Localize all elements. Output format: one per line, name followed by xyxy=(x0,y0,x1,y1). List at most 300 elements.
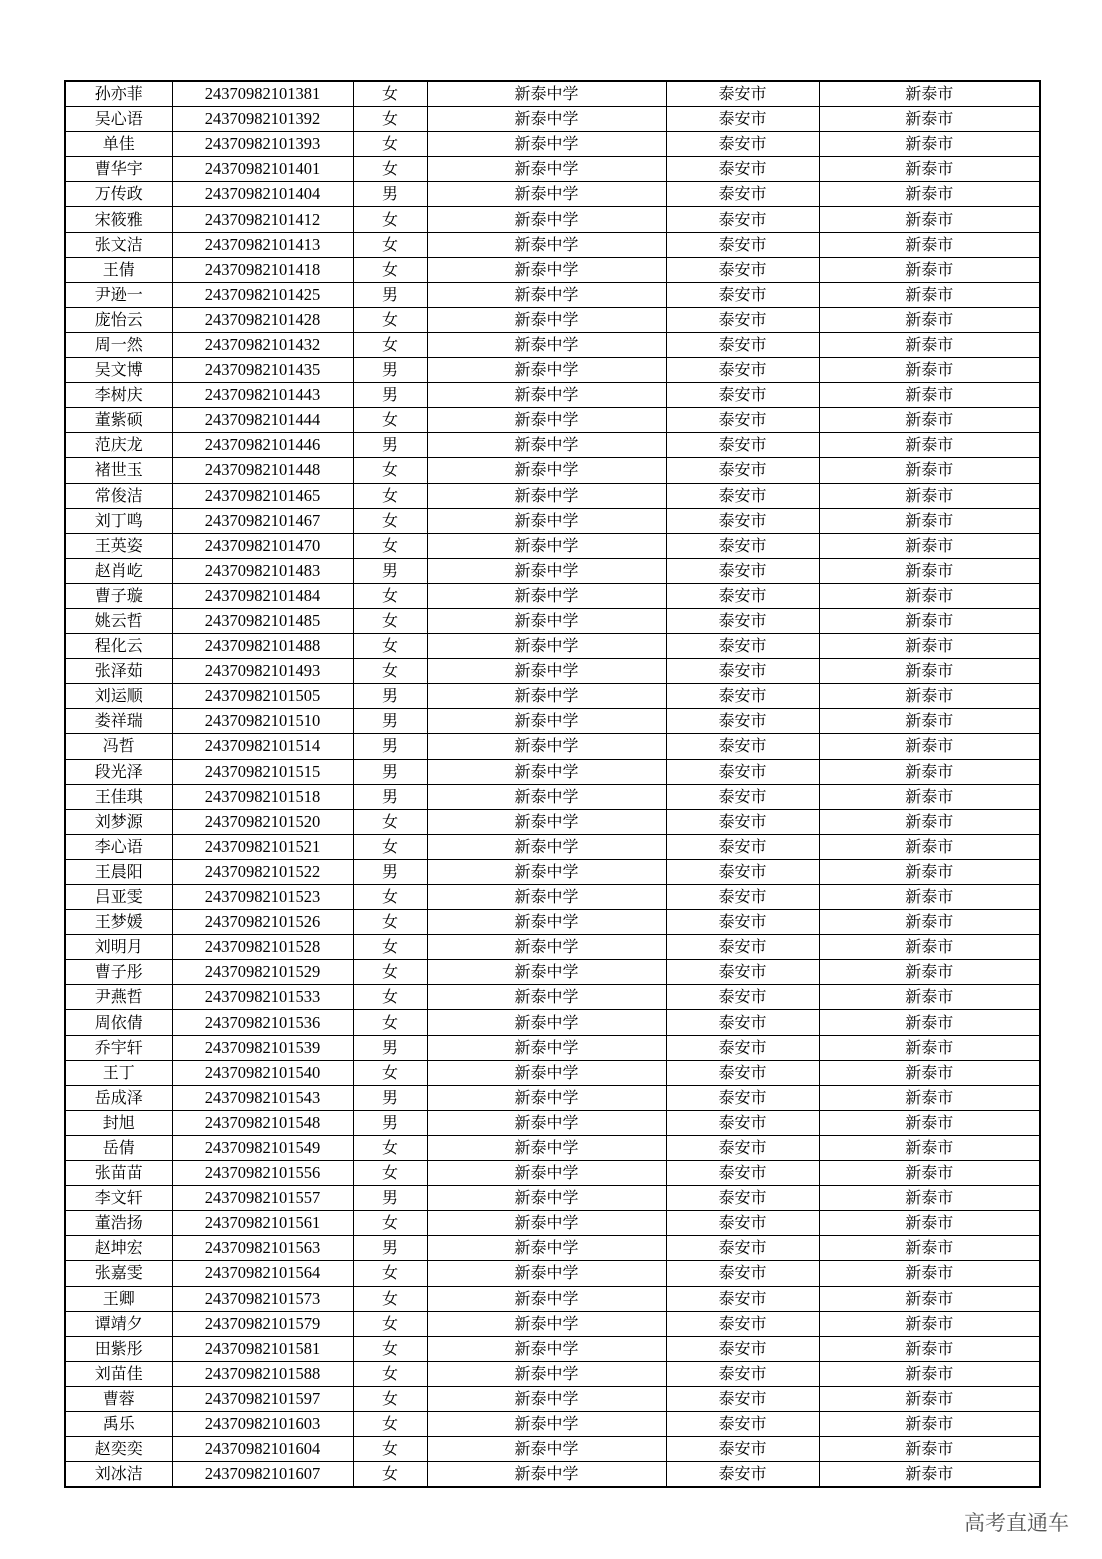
county-cell: 新泰市 xyxy=(819,985,1040,1010)
city-cell: 泰安市 xyxy=(666,1135,819,1160)
exam-id-cell: 24370982101488 xyxy=(172,634,353,659)
student-name-cell: 吴心语 xyxy=(65,107,172,132)
school-cell: 新泰中学 xyxy=(427,533,666,558)
gender-cell: 女 xyxy=(353,232,427,257)
gender-cell: 女 xyxy=(353,157,427,182)
gender-cell: 女 xyxy=(353,533,427,558)
county-cell: 新泰市 xyxy=(819,759,1040,784)
gender-cell: 男 xyxy=(353,759,427,784)
city-cell: 泰安市 xyxy=(666,232,819,257)
gender-cell: 女 xyxy=(353,960,427,985)
student-name-cell: 段光泽 xyxy=(65,759,172,784)
school-cell: 新泰中学 xyxy=(427,834,666,859)
exam-id-cell: 24370982101549 xyxy=(172,1135,353,1160)
exam-id-cell: 24370982101526 xyxy=(172,910,353,935)
city-cell: 泰安市 xyxy=(666,1010,819,1035)
city-cell: 泰安市 xyxy=(666,985,819,1010)
exam-id-cell: 24370982101522 xyxy=(172,859,353,884)
gender-cell: 男 xyxy=(353,1110,427,1135)
student-name-cell: 李树庆 xyxy=(65,383,172,408)
city-cell: 泰安市 xyxy=(666,684,819,709)
school-cell: 新泰中学 xyxy=(427,107,666,132)
student-name-cell: 封旭 xyxy=(65,1110,172,1135)
table-row xyxy=(65,358,1040,383)
school-cell: 新泰中学 xyxy=(427,157,666,182)
exam-id-cell: 24370982101561 xyxy=(172,1211,353,1236)
exam-id-cell: 24370982101465 xyxy=(172,483,353,508)
gender-cell: 女 xyxy=(353,81,427,107)
table-row xyxy=(65,935,1040,960)
gender-cell: 女 xyxy=(353,1211,427,1236)
student-name-cell: 岳倩 xyxy=(65,1135,172,1160)
city-cell: 泰安市 xyxy=(666,257,819,282)
table-row xyxy=(65,307,1040,332)
table-row xyxy=(65,784,1040,809)
city-cell: 泰安市 xyxy=(666,859,819,884)
city-cell: 泰安市 xyxy=(666,157,819,182)
city-cell: 泰安市 xyxy=(666,809,819,834)
table-row xyxy=(65,282,1040,307)
exam-id-cell: 24370982101428 xyxy=(172,307,353,332)
student-name-cell: 尹燕哲 xyxy=(65,985,172,1010)
gender-cell: 女 xyxy=(353,1010,427,1035)
exam-id-cell: 24370982101528 xyxy=(172,935,353,960)
gender-cell: 女 xyxy=(353,307,427,332)
table-row xyxy=(65,734,1040,759)
student-roster-table xyxy=(64,80,1041,1488)
table-row xyxy=(65,1361,1040,1386)
exam-id-cell: 24370982101579 xyxy=(172,1311,353,1336)
table-row xyxy=(65,508,1040,533)
school-cell: 新泰中学 xyxy=(427,1411,666,1436)
county-cell: 新泰市 xyxy=(819,1110,1040,1135)
student-name-cell: 董浩扬 xyxy=(65,1211,172,1236)
city-cell: 泰安市 xyxy=(666,1085,819,1110)
table-row xyxy=(65,709,1040,734)
gender-cell: 男 xyxy=(353,1236,427,1261)
student-name-cell: 赵肖屹 xyxy=(65,558,172,583)
county-cell: 新泰市 xyxy=(819,157,1040,182)
county-cell: 新泰市 xyxy=(819,910,1040,935)
gender-cell: 女 xyxy=(353,1437,427,1462)
city-cell: 泰安市 xyxy=(666,533,819,558)
exam-id-cell: 24370982101563 xyxy=(172,1236,353,1261)
gender-cell: 女 xyxy=(353,508,427,533)
city-cell: 泰安市 xyxy=(666,1161,819,1186)
exam-id-cell: 24370982101597 xyxy=(172,1386,353,1411)
student-name-cell: 王英姿 xyxy=(65,533,172,558)
gender-cell: 男 xyxy=(353,1186,427,1211)
exam-id-cell: 24370982101540 xyxy=(172,1060,353,1085)
table-row xyxy=(65,1437,1040,1462)
table-row xyxy=(65,1085,1040,1110)
gender-cell: 女 xyxy=(353,107,427,132)
gender-cell: 男 xyxy=(353,558,427,583)
city-cell: 泰安市 xyxy=(666,709,819,734)
city-cell: 泰安市 xyxy=(666,834,819,859)
exam-id-cell: 24370982101413 xyxy=(172,232,353,257)
county-cell: 新泰市 xyxy=(819,383,1040,408)
table-row xyxy=(65,1161,1040,1186)
city-cell: 泰安市 xyxy=(666,910,819,935)
exam-id-cell: 24370982101432 xyxy=(172,332,353,357)
county-cell: 新泰市 xyxy=(819,107,1040,132)
exam-id-cell: 24370982101518 xyxy=(172,784,353,809)
county-cell: 新泰市 xyxy=(819,809,1040,834)
student-name-cell: 董紫硕 xyxy=(65,408,172,433)
gender-cell: 女 xyxy=(353,834,427,859)
school-cell: 新泰中学 xyxy=(427,809,666,834)
student-name-cell: 范庆龙 xyxy=(65,433,172,458)
school-cell: 新泰中学 xyxy=(427,1035,666,1060)
city-cell: 泰安市 xyxy=(666,483,819,508)
county-cell: 新泰市 xyxy=(819,307,1040,332)
exam-id-cell: 24370982101607 xyxy=(172,1462,353,1488)
table-row xyxy=(65,684,1040,709)
county-cell: 新泰市 xyxy=(819,608,1040,633)
table-row xyxy=(65,809,1040,834)
exam-id-cell: 24370982101493 xyxy=(172,659,353,684)
county-cell: 新泰市 xyxy=(819,1261,1040,1286)
student-name-cell: 田紫彤 xyxy=(65,1336,172,1361)
city-cell: 泰安市 xyxy=(666,282,819,307)
city-cell: 泰安市 xyxy=(666,433,819,458)
exam-id-cell: 24370982101484 xyxy=(172,583,353,608)
county-cell: 新泰市 xyxy=(819,859,1040,884)
gender-cell: 女 xyxy=(353,1361,427,1386)
city-cell: 泰安市 xyxy=(666,634,819,659)
school-cell: 新泰中学 xyxy=(427,1311,666,1336)
student-name-cell: 禹乐 xyxy=(65,1411,172,1436)
county-cell: 新泰市 xyxy=(819,634,1040,659)
city-cell: 泰安市 xyxy=(666,1236,819,1261)
school-cell: 新泰中学 xyxy=(427,935,666,960)
school-cell: 新泰中学 xyxy=(427,1336,666,1361)
table-row xyxy=(65,1311,1040,1336)
county-cell: 新泰市 xyxy=(819,885,1040,910)
exam-id-cell: 24370982101470 xyxy=(172,533,353,558)
county-cell: 新泰市 xyxy=(819,1437,1040,1462)
school-cell: 新泰中学 xyxy=(427,1236,666,1261)
county-cell: 新泰市 xyxy=(819,1211,1040,1236)
table-row xyxy=(65,1035,1040,1060)
roster-body xyxy=(65,81,1040,1487)
table-row xyxy=(65,985,1040,1010)
gender-cell: 女 xyxy=(353,1286,427,1311)
gender-cell: 女 xyxy=(353,132,427,157)
table-row xyxy=(65,960,1040,985)
table-row xyxy=(65,1135,1040,1160)
county-cell: 新泰市 xyxy=(819,1161,1040,1186)
gender-cell: 女 xyxy=(353,1060,427,1085)
student-name-cell: 程化云 xyxy=(65,634,172,659)
school-cell: 新泰中学 xyxy=(427,608,666,633)
student-name-cell: 张文洁 xyxy=(65,232,172,257)
school-cell: 新泰中学 xyxy=(427,1135,666,1160)
student-name-cell: 王倩 xyxy=(65,257,172,282)
exam-id-cell: 24370982101418 xyxy=(172,257,353,282)
gender-cell: 女 xyxy=(353,1135,427,1160)
student-name-cell: 娄祥瑞 xyxy=(65,709,172,734)
gender-cell: 女 xyxy=(353,985,427,1010)
school-cell: 新泰中学 xyxy=(427,483,666,508)
student-name-cell: 刘丁鸣 xyxy=(65,508,172,533)
county-cell: 新泰市 xyxy=(819,935,1040,960)
county-cell: 新泰市 xyxy=(819,433,1040,458)
city-cell: 泰安市 xyxy=(666,383,819,408)
county-cell: 新泰市 xyxy=(819,132,1040,157)
table-row xyxy=(65,332,1040,357)
student-name-cell: 张苗苗 xyxy=(65,1161,172,1186)
gender-cell: 女 xyxy=(353,207,427,232)
table-row xyxy=(65,659,1040,684)
county-cell: 新泰市 xyxy=(819,257,1040,282)
student-name-cell: 庞怡云 xyxy=(65,307,172,332)
school-cell: 新泰中学 xyxy=(427,684,666,709)
table-row xyxy=(65,1411,1040,1436)
student-name-cell: 尹逊一 xyxy=(65,282,172,307)
county-cell: 新泰市 xyxy=(819,1236,1040,1261)
city-cell: 泰安市 xyxy=(666,1462,819,1488)
county-cell: 新泰市 xyxy=(819,282,1040,307)
exam-id-cell: 24370982101536 xyxy=(172,1010,353,1035)
exam-id-cell: 24370982101401 xyxy=(172,157,353,182)
school-cell: 新泰中学 xyxy=(427,784,666,809)
county-cell: 新泰市 xyxy=(819,1462,1040,1488)
city-cell: 泰安市 xyxy=(666,1211,819,1236)
table-row xyxy=(65,1261,1040,1286)
exam-id-cell: 24370982101603 xyxy=(172,1411,353,1436)
city-cell: 泰安市 xyxy=(666,1186,819,1211)
exam-id-cell: 24370982101510 xyxy=(172,709,353,734)
city-cell: 泰安市 xyxy=(666,885,819,910)
city-cell: 泰安市 xyxy=(666,81,819,107)
gender-cell: 女 xyxy=(353,885,427,910)
county-cell: 新泰市 xyxy=(819,1286,1040,1311)
gender-cell: 女 xyxy=(353,257,427,282)
student-name-cell: 单佳 xyxy=(65,132,172,157)
school-cell: 新泰中学 xyxy=(427,1110,666,1135)
exam-id-cell: 24370982101556 xyxy=(172,1161,353,1186)
student-name-cell: 姚云哲 xyxy=(65,608,172,633)
gender-cell: 女 xyxy=(353,910,427,935)
city-cell: 泰安市 xyxy=(666,935,819,960)
student-name-cell: 王佳琪 xyxy=(65,784,172,809)
table-row xyxy=(65,533,1040,558)
city-cell: 泰安市 xyxy=(666,1336,819,1361)
county-cell: 新泰市 xyxy=(819,1060,1040,1085)
table-row xyxy=(65,859,1040,884)
city-cell: 泰安市 xyxy=(666,1286,819,1311)
exam-id-cell: 24370982101548 xyxy=(172,1110,353,1135)
school-cell: 新泰中学 xyxy=(427,734,666,759)
school-cell: 新泰中学 xyxy=(427,910,666,935)
city-cell: 泰安市 xyxy=(666,1386,819,1411)
school-cell: 新泰中学 xyxy=(427,383,666,408)
exam-id-cell: 24370982101404 xyxy=(172,182,353,207)
exam-id-cell: 24370982101393 xyxy=(172,132,353,157)
gender-cell: 女 xyxy=(353,935,427,960)
exam-id-cell: 24370982101467 xyxy=(172,508,353,533)
city-cell: 泰安市 xyxy=(666,1110,819,1135)
gender-cell: 男 xyxy=(353,784,427,809)
watermark-text: 高考直通车 xyxy=(964,1511,1069,1535)
county-cell: 新泰市 xyxy=(819,1311,1040,1336)
student-name-cell: 刘冰洁 xyxy=(65,1462,172,1488)
city-cell: 泰安市 xyxy=(666,182,819,207)
student-name-cell: 李文轩 xyxy=(65,1186,172,1211)
gender-cell: 男 xyxy=(353,182,427,207)
table-row xyxy=(65,207,1040,232)
school-cell: 新泰中学 xyxy=(427,508,666,533)
city-cell: 泰安市 xyxy=(666,960,819,985)
county-cell: 新泰市 xyxy=(819,332,1040,357)
city-cell: 泰安市 xyxy=(666,1261,819,1286)
table-row xyxy=(65,558,1040,583)
exam-id-cell: 24370982101557 xyxy=(172,1186,353,1211)
student-name-cell: 刘运顺 xyxy=(65,684,172,709)
table-row xyxy=(65,483,1040,508)
table-row xyxy=(65,1236,1040,1261)
school-cell: 新泰中学 xyxy=(427,558,666,583)
exam-id-cell: 24370982101539 xyxy=(172,1035,353,1060)
city-cell: 泰安市 xyxy=(666,508,819,533)
student-name-cell: 王卿 xyxy=(65,1286,172,1311)
exam-id-cell: 24370982101448 xyxy=(172,458,353,483)
student-name-cell: 曹华宇 xyxy=(65,157,172,182)
student-name-cell: 曹子璇 xyxy=(65,583,172,608)
exam-id-cell: 24370982101392 xyxy=(172,107,353,132)
gender-cell: 男 xyxy=(353,282,427,307)
table-row xyxy=(65,408,1040,433)
gender-cell: 女 xyxy=(353,1336,427,1361)
school-cell: 新泰中学 xyxy=(427,759,666,784)
county-cell: 新泰市 xyxy=(819,81,1040,107)
county-cell: 新泰市 xyxy=(819,1411,1040,1436)
exam-id-cell: 24370982101604 xyxy=(172,1437,353,1462)
city-cell: 泰安市 xyxy=(666,107,819,132)
exam-id-cell: 24370982101505 xyxy=(172,684,353,709)
student-name-cell: 王丁 xyxy=(65,1060,172,1085)
table-row xyxy=(65,608,1040,633)
county-cell: 新泰市 xyxy=(819,1035,1040,1060)
table-row xyxy=(65,132,1040,157)
city-cell: 泰安市 xyxy=(666,759,819,784)
county-cell: 新泰市 xyxy=(819,232,1040,257)
table-row xyxy=(65,1286,1040,1311)
student-name-cell: 曹蓉 xyxy=(65,1386,172,1411)
table-row xyxy=(65,1060,1040,1085)
county-cell: 新泰市 xyxy=(819,533,1040,558)
gender-cell: 男 xyxy=(353,859,427,884)
gender-cell: 女 xyxy=(353,458,427,483)
school-cell: 新泰中学 xyxy=(427,1161,666,1186)
table-row xyxy=(65,759,1040,784)
county-cell: 新泰市 xyxy=(819,784,1040,809)
county-cell: 新泰市 xyxy=(819,684,1040,709)
student-name-cell: 褚世玉 xyxy=(65,458,172,483)
student-name-cell: 万传政 xyxy=(65,182,172,207)
city-cell: 泰安市 xyxy=(666,1060,819,1085)
table-row xyxy=(65,1336,1040,1361)
table-row xyxy=(65,910,1040,935)
student-name-cell: 王晨阳 xyxy=(65,859,172,884)
city-cell: 泰安市 xyxy=(666,1411,819,1436)
table-row xyxy=(65,157,1040,182)
gender-cell: 女 xyxy=(353,1261,427,1286)
exam-id-cell: 24370982101444 xyxy=(172,408,353,433)
county-cell: 新泰市 xyxy=(819,834,1040,859)
city-cell: 泰安市 xyxy=(666,1035,819,1060)
school-cell: 新泰中学 xyxy=(427,1085,666,1110)
table-row xyxy=(65,1010,1040,1035)
county-cell: 新泰市 xyxy=(819,508,1040,533)
school-cell: 新泰中学 xyxy=(427,1286,666,1311)
school-cell: 新泰中学 xyxy=(427,307,666,332)
student-name-cell: 吕亚雯 xyxy=(65,885,172,910)
school-cell: 新泰中学 xyxy=(427,859,666,884)
gender-cell: 女 xyxy=(353,1161,427,1186)
gender-cell: 女 xyxy=(353,583,427,608)
student-name-cell: 乔宇轩 xyxy=(65,1035,172,1060)
exam-id-cell: 24370982101425 xyxy=(172,282,353,307)
table-row xyxy=(65,885,1040,910)
city-cell: 泰安市 xyxy=(666,583,819,608)
city-cell: 泰安市 xyxy=(666,608,819,633)
city-cell: 泰安市 xyxy=(666,659,819,684)
city-cell: 泰安市 xyxy=(666,458,819,483)
gender-cell: 男 xyxy=(353,433,427,458)
student-name-cell: 周依倩 xyxy=(65,1010,172,1035)
gender-cell: 男 xyxy=(353,383,427,408)
county-cell: 新泰市 xyxy=(819,1386,1040,1411)
city-cell: 泰安市 xyxy=(666,1437,819,1462)
school-cell: 新泰中学 xyxy=(427,1060,666,1085)
gender-cell: 女 xyxy=(353,1311,427,1336)
county-cell: 新泰市 xyxy=(819,1336,1040,1361)
table-row xyxy=(65,1386,1040,1411)
table-row xyxy=(65,634,1040,659)
exam-id-cell: 24370982101514 xyxy=(172,734,353,759)
gender-cell: 男 xyxy=(353,1085,427,1110)
city-cell: 泰安市 xyxy=(666,307,819,332)
student-name-cell: 刘苗佳 xyxy=(65,1361,172,1386)
gender-cell: 女 xyxy=(353,1386,427,1411)
gender-cell: 男 xyxy=(353,684,427,709)
exam-id-cell: 24370982101435 xyxy=(172,358,353,383)
student-name-cell: 岳成泽 xyxy=(65,1085,172,1110)
exam-id-cell: 24370982101533 xyxy=(172,985,353,1010)
student-name-cell: 李心语 xyxy=(65,834,172,859)
table-row xyxy=(65,1110,1040,1135)
exam-id-cell: 24370982101443 xyxy=(172,383,353,408)
exam-id-cell: 24370982101381 xyxy=(172,81,353,107)
gender-cell: 女 xyxy=(353,659,427,684)
school-cell: 新泰中学 xyxy=(427,1010,666,1035)
table-row xyxy=(65,1186,1040,1211)
table-row xyxy=(65,81,1040,107)
school-cell: 新泰中学 xyxy=(427,1386,666,1411)
exam-id-cell: 24370982101573 xyxy=(172,1286,353,1311)
exam-id-cell: 24370982101515 xyxy=(172,759,353,784)
exam-id-cell: 24370982101529 xyxy=(172,960,353,985)
gender-cell: 女 xyxy=(353,1411,427,1436)
school-cell: 新泰中学 xyxy=(427,1437,666,1462)
school-cell: 新泰中学 xyxy=(427,182,666,207)
county-cell: 新泰市 xyxy=(819,182,1040,207)
county-cell: 新泰市 xyxy=(819,1135,1040,1160)
county-cell: 新泰市 xyxy=(819,734,1040,759)
